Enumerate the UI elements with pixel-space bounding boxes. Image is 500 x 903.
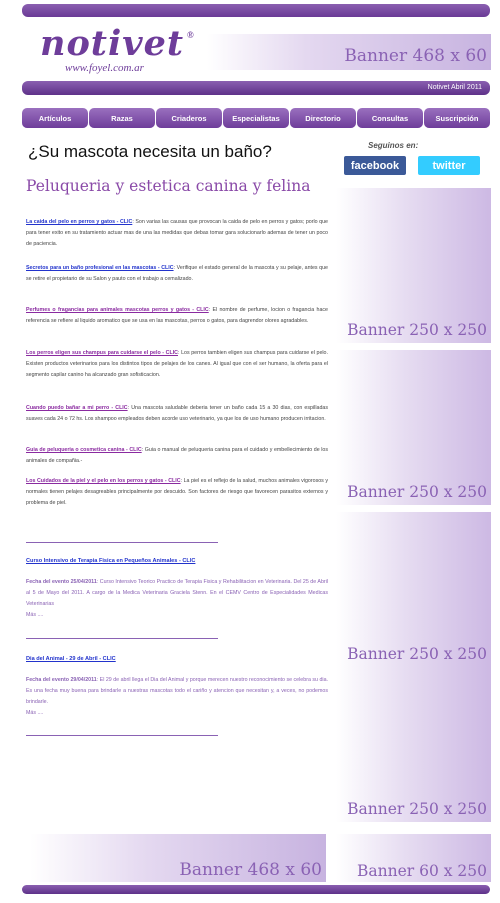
article-text: : El nombre de perfume, locion o fragancia hace referencia se refiere al liquido aromatico que se usa en las mascotas, perros o gatos, para dagrendor olores agradables. bbox=[26, 307, 328, 324]
edition-date: Notivet Abril 2011 bbox=[427, 84, 482, 91]
event-title[interactable]: Dia del Animal - 29 de Abril - CLIC bbox=[26, 656, 116, 662]
banner-bottom-468x60[interactable] bbox=[30, 834, 326, 882]
article-link[interactable]: Cuando puedo bañar a mi perro - CLIC bbox=[26, 405, 128, 411]
banner-small-label: Banner 60 x 250 bbox=[356, 862, 487, 880]
nav-item-consultas[interactable]: Consultas bbox=[357, 108, 423, 128]
article-item bbox=[26, 476, 328, 509]
section-title: Peluqueria y estetica canina y felina bbox=[26, 177, 311, 195]
banner-side-4-label: Banner 250 x 250 bbox=[347, 800, 487, 818]
event-text: : Curso Intensivo Teorico Practico de Terapia Fisica y Rehabilitacion en Veterinaria. Del 25 de Abril al 5 de Mayo del 2011. A cargo de la Medica Veterinaria Graciela Stenn. En el CEMV Centro de Especialidades Medicas Veterinarias bbox=[26, 579, 329, 607]
article-item bbox=[26, 305, 328, 327]
event-body bbox=[26, 675, 328, 719]
banner-60x250[interactable] bbox=[336, 834, 491, 882]
article-link[interactable]: Los Cuidados de la piel y el pelo en los perros y gatos - CLIC bbox=[26, 478, 181, 484]
article-link[interactable]: Guia de peluqueria o cosmetica canina - CLIC bbox=[26, 447, 142, 453]
article-text: : Una mascota saludable deberia tener un baño cada 15 a 30 dias, con espilladas suaves cada 24 o 72 hs. Los shampoo empleados deben acorde uso veterinario, ya que los de uso humano producen irritacion. bbox=[26, 405, 328, 422]
event-date: Fecha del evento 25/04/2011 bbox=[26, 579, 97, 585]
event-body bbox=[26, 577, 328, 621]
article-item bbox=[26, 348, 328, 381]
nav-item-especialistas[interactable]: Especialistas bbox=[223, 108, 289, 128]
logo-url: www.foyel.com.ar bbox=[65, 62, 144, 74]
main-nav bbox=[22, 108, 490, 128]
event-more-link[interactable]: Más .... bbox=[26, 612, 44, 618]
article-text: : Son varias las causas que provocan la caida de pelo en perros y gatos; porlo que para tener exito en su tratamiento actuar mas de una las medidas que debas tomar gara solucionarlo ademas de tener un poco de paciencia. bbox=[26, 219, 329, 247]
nav-item-criaderos[interactable]: Criaderos bbox=[156, 108, 222, 128]
logo-wordmark: notivet bbox=[40, 23, 185, 64]
article-item bbox=[26, 263, 328, 285]
banner-side-1[interactable] bbox=[336, 188, 491, 343]
event-text: : El 29 de abril llega el Dia del Animal y porque merecen nuestro reconocimiento se celebra su dia. Es una fecha muy buena para brindarle a nuestras mascotas todo el cariño y atencion que necesitan y, a veces, no podemos brindarle. bbox=[26, 677, 328, 705]
article-text: : Los perros tambien eligen sus champus para cuidarse el pelo. Existen productos veterinarios para los distintos tipos de pelajes de los canes. Al igual que con el ser humano, la oferta para el segmento capilar canino ha alcanzado gran sofisticacion. bbox=[26, 350, 328, 378]
article-link[interactable]: La caida del pelo en perros y gatos - CLIC bbox=[26, 219, 133, 225]
banner-side-4[interactable] bbox=[336, 667, 491, 822]
article-text: : La piel es el reflejo de la salud, muchos animales vigorosos y normales tienen pelajes desagreables principalmente por descuido. Son factores de riesgo que favorecen parasitos externos y problema de piel. bbox=[26, 478, 328, 506]
twitter-button[interactable]: twitter bbox=[418, 156, 480, 175]
article-item bbox=[26, 403, 328, 425]
banner-top-468x60[interactable] bbox=[207, 34, 491, 70]
banner-side-2-label: Banner 250 x 250 bbox=[347, 483, 487, 501]
article-link[interactable]: Secretos para un baño profesional en las mascotas - CLIC bbox=[26, 265, 174, 271]
nav-item-articulos[interactable]: Artículos bbox=[22, 108, 88, 128]
edition-date-bar bbox=[22, 81, 490, 95]
notivet-logo[interactable] bbox=[38, 24, 198, 76]
event-date: Fecha del evento 29/04/2011 bbox=[26, 677, 97, 683]
divider bbox=[26, 638, 218, 639]
article-link[interactable]: Los perros eligen sus champus para cuidarse el pelo - CLIC bbox=[26, 350, 178, 356]
page-title: ¿Su mascota necesita un baño? bbox=[28, 142, 272, 161]
top-decorative-bar bbox=[22, 4, 490, 17]
banner-side-3-label: Banner 250 x 250 bbox=[347, 645, 487, 663]
event-title[interactable]: Curso Intensivo de Terapia Fisica en Pequeños Animales - CLIC bbox=[26, 558, 196, 564]
facebook-button[interactable]: facebook bbox=[344, 156, 406, 175]
divider bbox=[26, 735, 218, 736]
banner-side-3[interactable] bbox=[336, 512, 491, 667]
nav-item-directorio[interactable]: Directorio bbox=[290, 108, 356, 128]
banner-bottom-label: Banner 468 x 60 bbox=[179, 860, 322, 880]
article-text: : Guia o manual de peluqueria canina para el cuidado y embellecimiento de los animales de compañia.- bbox=[26, 447, 328, 464]
article-item bbox=[26, 445, 328, 467]
article-text: : Verifique el estado general de la mascota y su pelaje, antes que se retire el propietario de su Salon y pauto con el trabajo a cemalizado. bbox=[26, 265, 329, 282]
article-link[interactable]: Perfumes o fragancias para animales mascotas perros y gatos - CLIC bbox=[26, 307, 209, 313]
nav-item-suscripcion[interactable]: Suscripción bbox=[424, 108, 490, 128]
article-item bbox=[26, 217, 328, 250]
divider bbox=[26, 542, 218, 543]
social-follow-label: Seguinos en: bbox=[368, 141, 419, 150]
banner-side-2[interactable] bbox=[336, 350, 491, 505]
banner-top-label: Banner 468 x 60 bbox=[344, 46, 487, 66]
nav-item-razas[interactable]: Razas bbox=[89, 108, 155, 128]
bottom-decorative-bar bbox=[22, 885, 490, 894]
event-more-link[interactable]: Más .... bbox=[26, 710, 44, 716]
logo-registered-mark: ® bbox=[187, 30, 194, 40]
banner-side-1-label: Banner 250 x 250 bbox=[347, 321, 487, 339]
